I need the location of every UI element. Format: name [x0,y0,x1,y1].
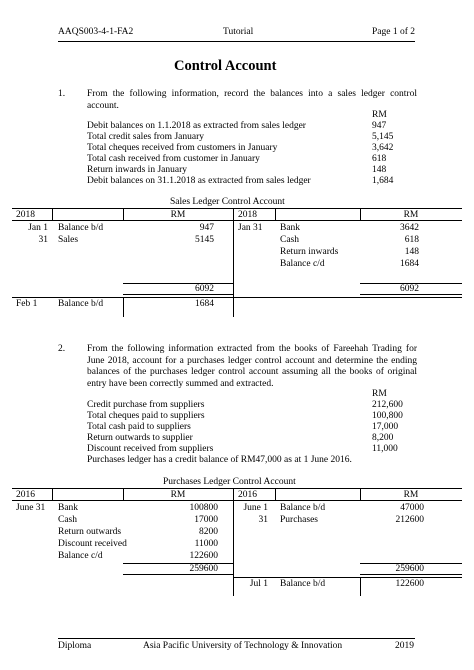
entry-date: Feb 1 [16,299,38,309]
q1-item-value: 947 [372,121,387,131]
amount-col-divider [275,208,276,220]
entry-description: Balance c/d [58,551,103,561]
total-rule [123,294,233,295]
left-total: 6092 [195,284,214,294]
entry-date: June 1 [243,503,268,513]
sales-account-title: Sales Ledger Control Account [170,197,285,207]
entry-description: Balance b/d [58,299,104,309]
purchases-account-title: Purchases Ledger Control Account [163,477,296,487]
q2-item-value: 100,800 [372,411,403,421]
left-year-header: 2018 [16,210,35,220]
q1-item-label: Total credit sales from January [87,132,204,142]
q2-item-value: 8,200 [372,433,394,443]
entry-date: June 31 [16,503,46,513]
left-year-header: 2016 [16,490,35,500]
entry-amount: 5145 [195,235,214,245]
entry-description: Balance b/d [280,579,326,589]
left-rm-header: RM [170,490,186,500]
right-rm-header: RM [403,490,419,500]
q1-item-value: 148 [372,165,387,175]
right-year-header: 2018 [238,210,257,220]
total-rule [360,574,462,575]
header-doc-type: Tutorial [223,27,254,37]
q1-item-value: 618 [372,154,387,164]
left-total: 259600 [189,564,218,574]
entry-description: Sales [58,235,79,245]
footer-year: 2019 [395,641,414,651]
entry-amount: 1684 [195,299,214,309]
entry-date: 31 [38,235,48,245]
q1-item-value: 1,684 [372,176,394,186]
q1-item-label: Total cheques received from customers in January [87,143,278,153]
q1-item-label: Return inwards in January [87,165,187,175]
entry-date: Jan 1 [28,223,48,233]
right-rm-header: RM [403,210,419,220]
q1-item-label: Debit balances on 1.1.2018 as extracted from sales ledger [87,121,306,131]
entry-date: Jan 31 [238,223,263,233]
page-title: Control Account [174,58,277,74]
right-total: 6092 [400,284,419,294]
amount-col-divider [360,577,361,596]
t-account-center-divider [233,208,234,317]
t-account-center-divider [233,488,234,596]
entry-amount: 947 [199,223,214,233]
q2-item-value: 11,000 [372,444,398,454]
entry-amount: 17000 [194,515,218,525]
q1-item-label: Total cash received from customer in January [87,154,260,164]
q2-text: From the following information extracted from the books of Fareehah Trading for June 2018, account for a purchases ledger control account and determine the ending balances of the purchases ledger control account assuming all the books of original entry have been correctly summed and extracted. [87,344,417,389]
left-rm-header: RM [170,210,186,220]
header-page-number: Page 1 of 2 [372,27,416,37]
amount-col-divider [52,488,53,500]
entry-amount: 47000 [400,503,424,513]
total-rule [123,574,233,575]
q2-item-value: 17,000 [372,422,399,432]
entry-amount: 1684 [400,259,419,269]
header-rule [58,41,415,42]
right-total: 259600 [395,564,424,574]
entry-description: Return outwards [58,527,122,537]
entry-description: Balance b/d [280,503,326,513]
entry-description: Return inwards [280,247,339,257]
entry-description: Cash [280,235,299,245]
entry-description: Purchases [280,515,318,525]
footer-institution: Asia Pacific University of Technology & Innovation [143,641,343,651]
entry-date: 31 [258,515,268,525]
amount-col-divider [275,488,276,500]
q1-currency-label: RM [372,110,387,120]
entry-description: Bank [280,223,301,233]
entry-amount: 11000 [194,539,218,549]
entry-description: Balance c/d [280,259,325,269]
footer-program: Diploma [58,641,92,651]
q2-item-label: Total cheques paid to suppliers [87,411,205,421]
q2-item-label: Return outwards to supplier [87,433,193,443]
entry-description: Balance b/d [58,223,104,233]
q1-item-label: Debit balances on 31.1.2018 as extracted from sales ledger [87,176,311,186]
entry-description: Discount received [58,539,127,549]
amount-col-divider [52,208,53,220]
entry-amount: 122600 [395,579,424,589]
q2-note: Purchases ledger has a credit balance of RM47,000 as at 1 June 2016. [87,455,352,465]
entry-amount: 618 [404,235,419,245]
entry-amount: 212600 [395,515,424,525]
q2-item-label: Credit purchase from suppliers [87,400,205,410]
q1-item-value: 5,145 [372,132,394,142]
t-account-top-rule [12,488,462,489]
entry-description: Bank [58,503,79,513]
total-rule [360,294,462,295]
entry-description: Cash [58,515,77,525]
entry-amount: 148 [404,247,419,257]
t-account-header-rule [12,500,462,501]
q1-text: From the following information, record the balances into a sales ledger control account. [87,89,417,111]
footer-rule [58,638,415,639]
q2-currency-label: RM [372,389,387,399]
right-year-header: 2016 [238,490,257,500]
q2-item-label: Total cash paid to suppliers [87,422,191,432]
entry-amount: 100800 [189,503,218,513]
q1-item-value: 3,642 [372,143,394,153]
t-account-bottom-rule [233,577,462,578]
q2-item-value: 212,600 [372,400,403,410]
entry-amount: 122600 [189,551,218,561]
amount-col-divider [123,297,124,317]
t-account-top-rule [12,208,462,209]
entry-amount: 3642 [400,223,419,233]
q2-number: 2. [58,344,66,354]
q1-number: 1. [58,89,66,99]
entry-date: Jul 1 [249,579,268,589]
q2-item-label: Discount received from suppliers [87,444,214,454]
header-course-code: AAQS003-4-1-FA2 [58,27,134,37]
entry-amount: 8200 [199,527,218,537]
t-account-bottom-rule [233,297,462,298]
t-account-header-rule [12,220,462,221]
